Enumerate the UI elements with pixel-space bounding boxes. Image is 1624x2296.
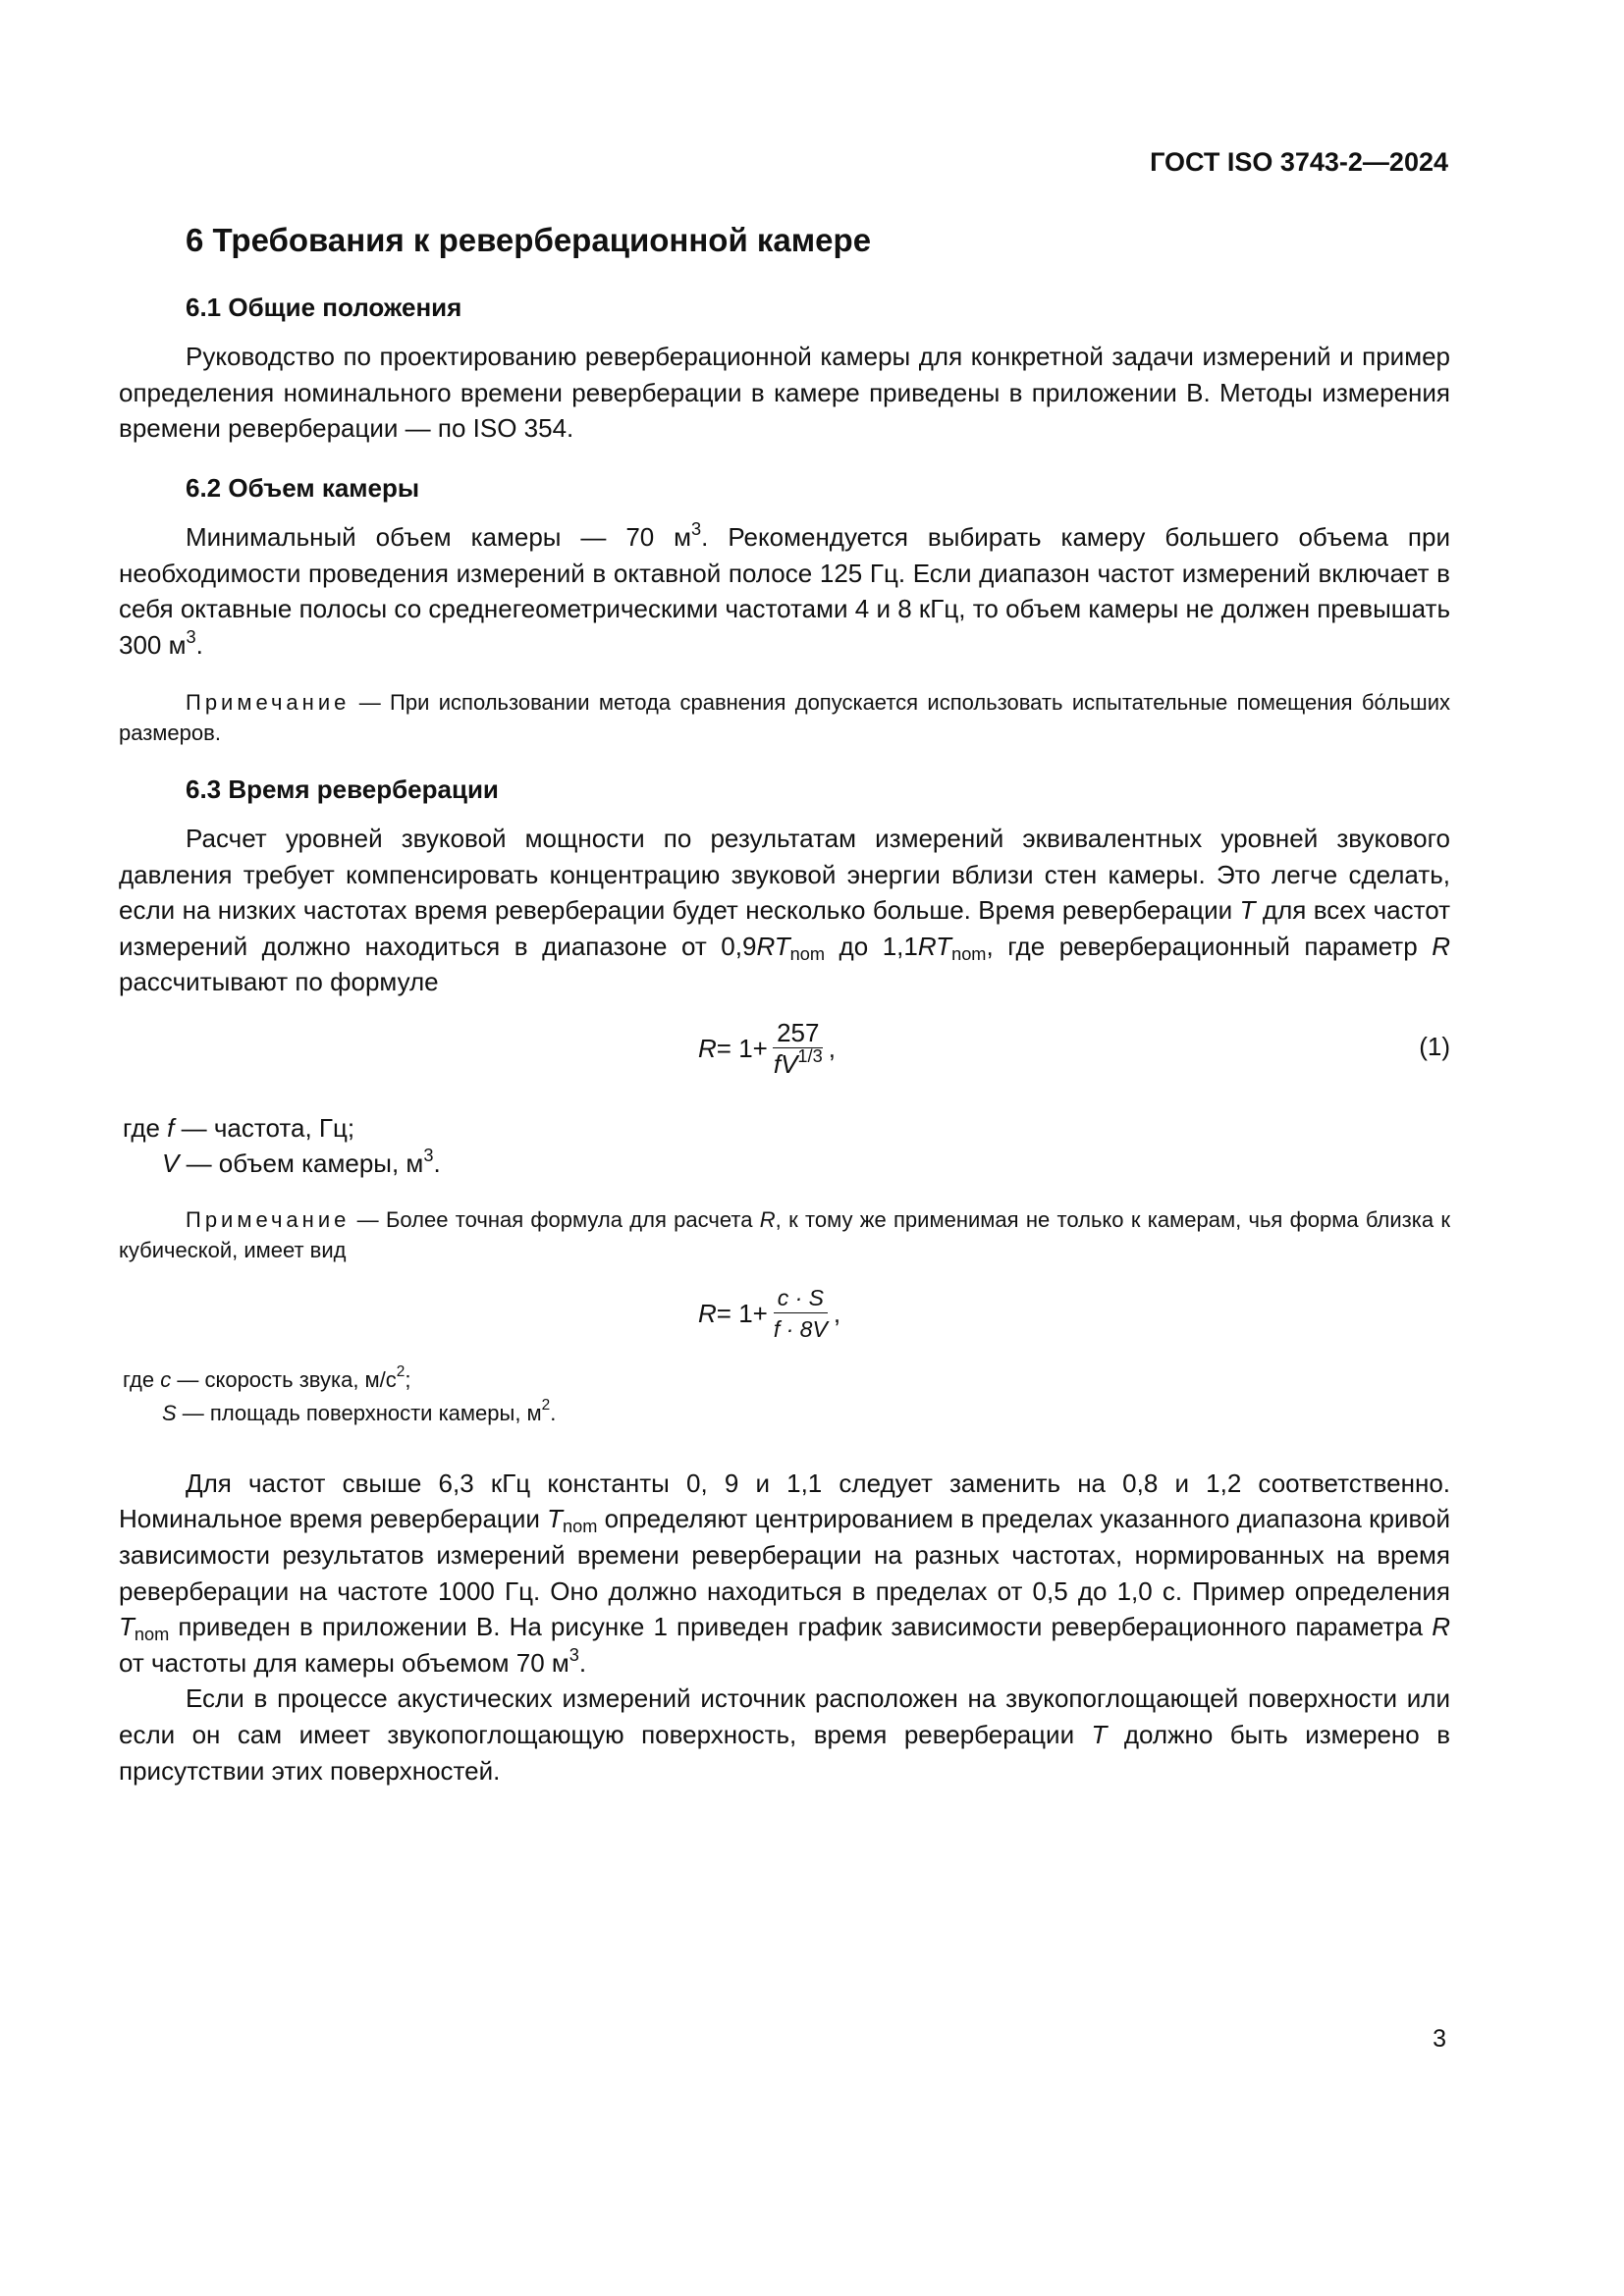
section-title: 6 Требования к реверберационной камере: [186, 222, 872, 258]
note-label: Примечание: [186, 689, 351, 715]
document-body: [119, 221, 1450, 1789]
formula-1-number: (1): [1419, 1031, 1450, 1061]
subsection-6-3-paragraph-3: Если в процессе акустических измерений источник расположен на звукопоглощающей поверхности или если он сам имеет звукопоглощающую поверхность, время реверберации T должно быть измерено в присутствии этих поверхностей.: [119, 1683, 1451, 1786]
document-header-id: ГОСТ ISO 3743-2—2024: [1150, 147, 1448, 177]
formula-2-legend: где c — скорость звука, $м/с^2$; S — площадь поверхности камеры, $м^2$.: [123, 1362, 557, 1425]
subsection-6-3-note: Примечание — Более точная формула для расчета R, к тому же применимая не только к камерам, чья форма близка к кубической, имеет вид: [119, 1206, 1450, 1262]
formula-1-fraction: $\frac{257}{fV^{1/3}}$: [773, 1018, 823, 1080]
subsection-6-2-text: Минимальный объем камеры — 70 $м^3$. Рекомендуется выбирать камеру большего объема при необходимости проведения измерений в октавной полосе 125 Гц. Если диапазон частот измерений включает в себя октавные полосы со среднегеометрическими частотами 4 и 8 кГц, то объем камеры не должен превышать 300 $м^3$.: [119, 519, 1450, 660]
subsection-6-1-text: Руководство по проектированию реверберационной камеры для конкретной задачи измерений и пример определения номинального времени реверберации в камере приведены в приложении В. Методы измерения времени реверберации — по ISO 354.: [119, 341, 1450, 444]
subsection-6-1-title: 6.1 Общие положения: [186, 292, 462, 322]
formula-2: R = 1+ $\frac{c \cdot S}{f \cdot 8V}$ ,: [119, 1277, 1450, 1352]
subsection-6-2-title: 6.2 Объем камеры: [186, 472, 420, 503]
subsection-6-3-paragraph-2: Для частот свыше 6,3 кГц константы 0, 9 и 1,1 следует заменить на 0,8 и 1,2 соответственно. Номинальное время реверберации $T_{nom}$ определяют центрированием в пределах указанного диапазона кривой зависимости результатов измерений времени реверберации на разных частотах, нормированных на время реверберации на частоте 1000 Гц. Оно должно находиться в пределах от 0,5 до 1,0 с. Пример определения $T_{nom}$ приведен в приложении В. На рисунке 1 приведен график зависимости реверберационного параметра R от частоты для камеры объемом 70 $м^3$.: [119, 1468, 1450, 1678]
subsection-6-2-note: Примечание — При использовании метода сравнения допускается использовать испытательные помещения бо́льших размеров.: [119, 689, 1450, 745]
formula-2-fraction: $\frac{c \cdot S}{f \cdot 8V}$: [773, 1285, 828, 1343]
subsection-6-3-title: 6.3 Время реверберации: [186, 774, 499, 804]
formula-1: R = 1+ $\frac{257}{fV^{1/3}}$ , (1): [698, 1018, 1450, 1080]
page-number: 3: [1433, 2025, 1446, 2053]
subsection-6-3-paragraph-1: Расчет уровней звуковой мощности по результатам измерений эквивалентных уровней звукового давления требует компенсировать концентрацию звуковой энергии вблизи стен камеры. Это легче сделать, если на низких частотах время реверберации будет несколько больше. Время реверберации T для всех частот измерений должно находиться в диапазоне от $0,9RT_{nom}$ до $1,1RT_{nom}$, где реверберационный параметр R рассчитывают по формуле: [119, 823, 1450, 997]
note-label: Примечание: [186, 1206, 351, 1232]
formula-1-legend: где f — частота, Гц; V — объем камеры, $м^3$.: [123, 1112, 441, 1178]
